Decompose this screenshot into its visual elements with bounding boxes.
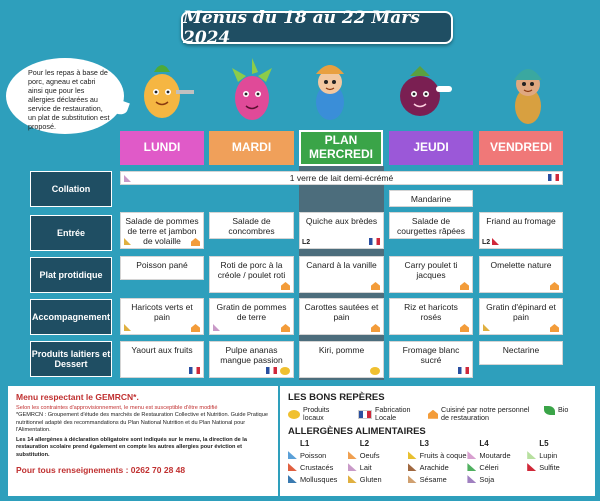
accomp-vendredi-cell [479,298,563,335]
allergen-legend-item [348,475,408,484]
gluten-allergen-icon [124,324,131,331]
allergen-triangle-icon [348,451,357,459]
gluten-allergen-icon [124,238,131,245]
plat-lundi-cell [120,256,204,280]
collation-jeudi-cell [389,190,473,207]
row-label-plat: Plat protidique [30,257,112,293]
entree-vendredi-text: Friand au fromage [486,216,556,226]
dessert-mardi-text: Pulpe ananas mangue passion [220,345,283,366]
bio-leaf-icon [544,406,555,415]
fabrication-locale-icon [266,367,277,374]
allergen-legend-item [408,463,468,472]
plat-mardi-text: Roti de porc à la créole / poulet roti [217,260,286,281]
allergen-col-header: L3 [419,438,429,448]
plat-jeudi-text: Carry poulet ti jacques [404,260,458,281]
plat-lundi-text: Poisson pané [136,260,188,270]
allergen-legend-item [408,475,468,484]
produits-locaux-icon [280,367,290,375]
accomp-jeudi-text: Riz et haricots rosés [404,302,458,323]
l2-allergen-label: L2 [302,238,311,246]
allergen-triangle-icon [408,475,417,483]
dessert-lundi-text: Yaourt aux fruits [131,345,193,355]
row-label-dessert: Produits laitiers et Dessert [30,341,112,377]
allergen-triangle-icon [527,451,536,459]
lait-allergen-icon [213,324,220,331]
allergen-label: Céleri [479,462,499,472]
dessert-jeudi-cell [389,341,473,378]
plat-mercredi-cell [299,256,384,293]
allergen-triangle-icon [288,451,297,459]
dessert-jeudi-text: Fromage blanc sucré [402,345,460,366]
accomp-mardi-text: Gratin de pommes de terre [216,302,287,323]
fabrication-locale-icon [358,410,372,419]
header-mercredi: PLAN MERCREDI [299,130,383,166]
produits-locaux-icon [288,410,300,419]
contact-phone: Pour tous renseignements : 0262 70 28 48 [16,464,186,475]
entree-jeudi-text: Salade de courgettes râpées [396,216,466,237]
allergen-triangle-icon [288,475,297,483]
allergen-legend-item [467,475,527,484]
warrior-mascot-icon [300,52,362,130]
accomp-jeudi-cell [389,298,473,335]
header-lundi: LUNDI [120,131,204,165]
entree-mercredi-text: Quiche aux brèdes [305,216,378,226]
dessert-mardi-cell [209,341,294,378]
header-jeudi: JEUDI [389,131,473,165]
allergen-label: Oeufs [359,450,380,460]
accomp-vendredi-text: Gratin d'épinard et pain [486,302,556,323]
allergen-label: Gluten [359,474,382,484]
repere-fabrication-label: Fabrication Locale [375,405,411,423]
cuisine-icon [550,324,559,332]
repere-cuisine-label: Cuisiné par notre personnel de restauration [441,405,530,423]
allergen-legend-item [288,475,348,484]
dragonfruit-mascot-icon [222,52,284,130]
entree-jeudi-cell [389,212,473,239]
dessert-vendredi-text: Nectarine [502,345,540,355]
allergen-triangle-icon [348,463,357,471]
cuisine-icon [550,282,559,290]
mango-mascot-icon [132,52,194,130]
fabrication-locale-icon [369,238,380,245]
allergen-label: Crustacés [300,462,334,472]
menu-note: Selon les contraintes d'approvisionnement, le menu est susceptible d'être modifié [16,405,218,412]
repere-bio-label: Bio [558,405,569,415]
allergen-label: Poisson [300,450,327,460]
accomp-lundi-text: Haricots verts et pain [131,302,193,323]
allergen-label: Arachide [419,462,449,472]
header-vendredi: VENDREDI [479,131,563,165]
allergens-note: Les 14 allergènes à déclaration obligatoire sont indiqués sur le menu, la direction de la restauration scolaire prend également en compte les autres allergies pour éviction et substitution. [16,437,247,458]
allergen-label: Sulfite [539,462,560,472]
accomp-lundi-cell [120,298,204,335]
allergen-col-header: L2 [359,438,370,448]
allergen-legend-item [467,451,527,460]
gluten-allergen-icon [483,324,490,331]
girl-mascot-icon [498,52,560,130]
cuisine-icon [460,282,469,290]
row-label-collation: Collation [30,171,112,207]
reperes-title: LES BONS REPÈRES [288,392,385,403]
allergen-legend-item [348,451,408,460]
fabrication-locale-icon [548,174,559,181]
allergen-label: Moutarde [479,450,511,460]
l2-allergen-label: L2 [482,238,491,246]
allergen-legend-item [527,463,587,472]
allergen-label: Mollusques [300,474,338,484]
plat-mardi-cell [209,256,294,293]
sulfite-allergen-icon [492,238,499,245]
allergen-triangle-icon [467,463,476,471]
substitution-bubble: Pour les repas à base de porc, agneau et cabri ainsi que pour les allergies déclarées au service de restauration, un plat de substitution est proposé. [6,58,124,134]
accomp-mercredi-text: Carottes sautées et pain [304,302,379,323]
allergen-triangle-icon [408,451,417,459]
produits-locaux-icon [370,367,380,375]
mangosteen-mascot-icon [390,52,452,130]
cuisine-icon [371,282,380,290]
dessert-lundi-cell [120,341,204,378]
dessert-mercredi-text: Kiri, pomme [318,345,365,355]
entree-mercredi-cell [299,212,384,249]
cuisine-icon [460,324,469,332]
allergen-col-header: L4 [479,438,489,448]
plat-mercredi-text: Canard à la vanille [306,260,377,270]
allergen-label: Soja [479,474,495,484]
fabrication-locale-icon [458,367,469,374]
collation-all-text: 1 verre de lait demi-écrémé [289,173,394,183]
allergen-triangle-icon [288,463,297,471]
allergen-triangle-icon [348,475,357,483]
dessert-vendredi-cell [479,341,563,365]
allergenes-title: ALLERGÈNES ALIMENTAIRES [288,425,426,437]
dessert-mercredi-cell [299,341,384,378]
allergen-label: Sésame [419,474,447,484]
cuisine-icon [191,324,200,332]
entree-mardi-text: Salade de concombres [228,216,275,237]
allergen-grid [288,439,587,484]
plat-vendredi-text: Omelette nature [490,260,552,270]
gemrcn-title: Menu respectant le GEMRCN*. [16,392,139,402]
fabrication-locale-icon [189,367,200,374]
allergen-col-header: L5 [539,438,549,448]
accomp-mercredi-cell [299,298,384,335]
footer-info-panel [8,386,278,496]
entree-lundi-text: Salade de pommes de terre et jambon de volaille [125,216,199,247]
entree-vendredi-cell [479,212,563,249]
allergen-legend-item [527,451,587,460]
page-title: Menus du 18 au 22 Mars 2024 [181,11,453,44]
cuisine-icon [281,324,290,332]
lait-allergen-icon [124,175,131,182]
accomp-mardi-cell [209,298,294,335]
allergen-triangle-icon [467,451,476,459]
allergen-label: Fruits à coque [419,450,467,460]
entree-lundi-cell [120,212,204,249]
allergen-legend-item [467,463,527,472]
entree-mardi-cell [209,212,294,239]
allergen-triangle-icon [408,463,417,471]
cuisine-icon [428,410,438,419]
cuisine-icon [371,324,380,332]
allergen-legend-item [348,463,408,472]
allergen-label: Lupin [539,450,558,460]
cuisine-icon [281,282,290,290]
allergen-legend-item [288,451,348,460]
row-label-entree: Entrée [30,215,112,251]
collation-jeudi-text: Mandarine [410,194,452,204]
collation-all-cell [120,171,563,185]
row-label-accompagnement: Accompagnement [30,299,112,335]
allergen-triangle-icon [527,463,536,471]
cuisine-icon [191,238,200,246]
plat-jeudi-cell [389,256,473,293]
allergen-legend-item [408,451,468,460]
gemrcn-definition: *GEMRCN : Groupement d'étude des marchés de Restauration Collective et Nutrition. Guide Pratique nutritionnel adapté des recommandations du Plan National Nutrition et du Plan National pour l'Alimentation. [16,412,268,433]
allergen-legend-item [288,463,348,472]
legend-panel [280,386,595,496]
allergen-triangle-icon [467,475,476,483]
allergen-label: Lait [359,462,372,472]
repere-locaux-label: Produits locaux [303,405,330,423]
header-mardi: MARDI [209,131,294,165]
allergen-col-header: L1 [300,438,310,448]
plat-vendredi-cell [479,256,563,293]
